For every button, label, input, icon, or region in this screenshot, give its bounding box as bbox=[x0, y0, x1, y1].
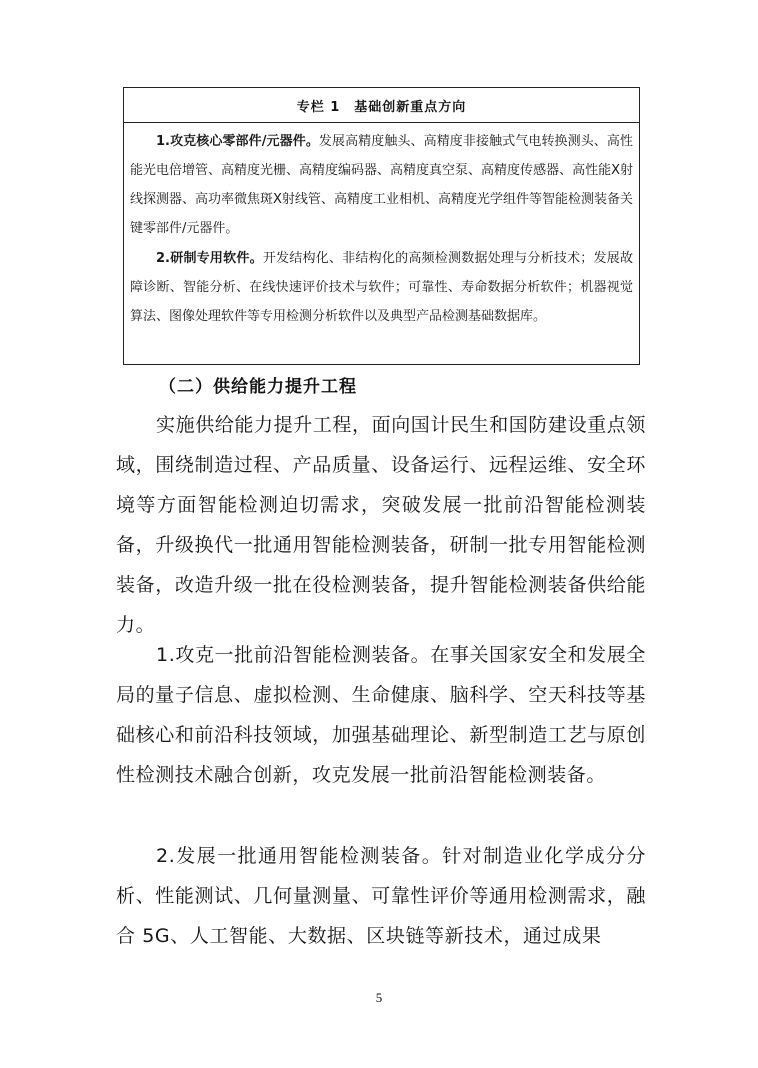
body-paragraph: 1.攻克一批前沿智能检测装备。在事关国家安全和发展全局的量子信息、虚拟检测、生命健康、脑科学、空天科技等基础核心和前沿科技领域，加强基础理论、新型制造工艺与原创性检测技术融合创新，攻克发展一批前沿智能检测装备。 bbox=[116, 644, 646, 786]
feature-item-lead: 1.攻克核心零部件/元器件。 bbox=[156, 134, 319, 149]
feature-item-text: 开发结构化、非结构化的高频检测数据处理与分析技术；发展故障诊断、智能分析、在线快速评价技术与软件；可靠性、寿命数据分析软件；机器视觉算法、图像处理软件等专用检测分析软件以及典型产品检测基础数据库。 bbox=[130, 251, 633, 324]
feature-box-title bbox=[124, 88, 639, 123]
feature-box-heading: 基础创新重点方向 bbox=[354, 99, 467, 115]
section-heading: （二）供给能力提升工程 bbox=[159, 377, 357, 397]
feature-box-label: 专栏 1 bbox=[296, 99, 341, 115]
body-paragraph: 2.发展一批通用智能检测装备。针对制造业化学成分分析、性能测试、几何量测量、可靠性评价等通用检测需求，融合 5G、人工智能、大数据、区块链等新技术，通过成果 bbox=[116, 845, 646, 947]
feature-box-body bbox=[124, 123, 639, 331]
feature-item bbox=[130, 127, 633, 243]
feature-item bbox=[130, 244, 633, 331]
feature-box bbox=[123, 87, 640, 365]
page-number: 5 bbox=[375, 990, 383, 1005]
feature-item-lead: 2.研制专用软件。 bbox=[156, 251, 263, 266]
body-paragraph: 实施供给能力提升工程，面向国计民生和国防建设重点领域，围绕制造过程、产品质量、设备运行、远程运维、安全环境等方面智能检测迫切需求，突破发展一批前沿智能检测装备，升级换代一批通用智能检测装备，研制一批专用智能检测装备，改造升级一批在役检测装备，提升智能检测装备供给能力。 bbox=[116, 414, 647, 636]
feature-item-text: 发展高精度触头、高精度非接触式气电转换测头、高性能光电倍增管、高精度光栅、高精度编码器、高精度真空泵、高精度传感器、高性能X射线探测器、高功率微焦斑X射线管、高精度工业相机、高精度光学组件等智能检测装备关键零部件/元器件。 bbox=[130, 134, 633, 236]
